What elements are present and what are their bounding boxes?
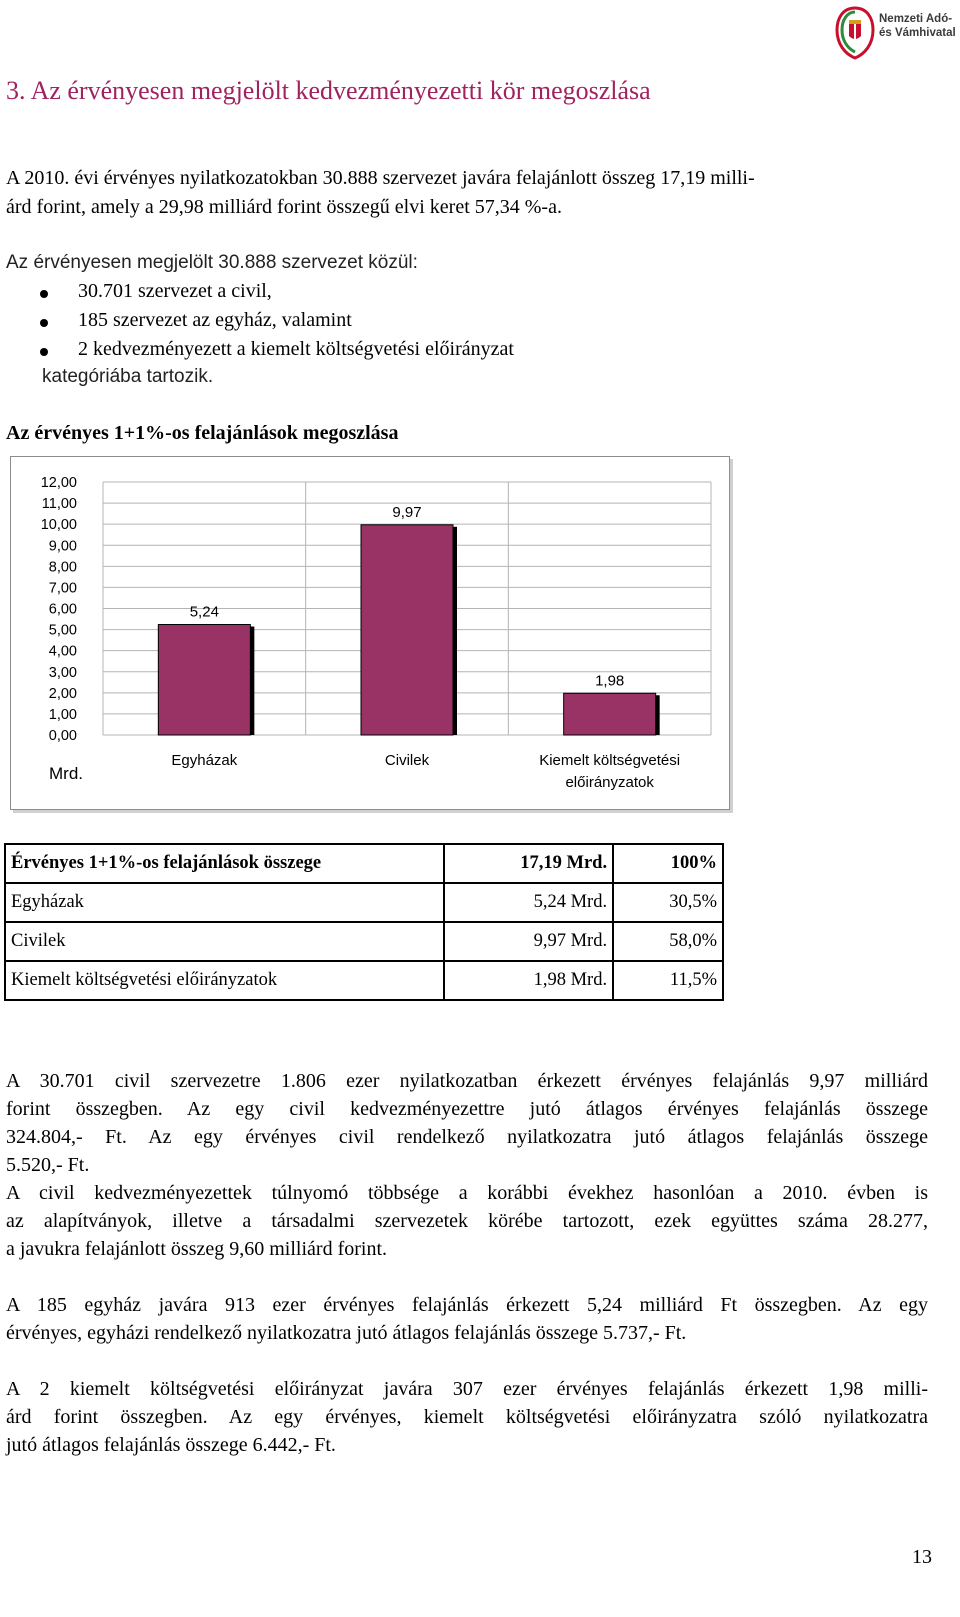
table-cell-label: Egyházak [5, 883, 444, 922]
y-tick-label: 9,00 [48, 538, 77, 555]
table-cell-share: 100% [613, 844, 723, 883]
civil-paragraph [6, 1067, 928, 1179]
logo-text [879, 12, 956, 40]
data-label: 5,24 [189, 603, 219, 621]
chart-canvas [11, 457, 729, 809]
table-row [5, 922, 723, 961]
table-cell-amount: 17,19 Mrd. [444, 844, 613, 883]
table-row [5, 844, 723, 883]
budget-paragraph [6, 1375, 928, 1459]
table-cell-amount: 9,97 Mrd. [444, 922, 613, 961]
table-cell-amount: 1,98 Mrd. [444, 961, 613, 1000]
bullet-icon [40, 319, 48, 327]
list-intro: Az érvényesen megjelölt 30.888 szervezet közül: [6, 252, 418, 273]
list-item-text: 30.701 szervezet a civil, [78, 280, 272, 302]
paragraph-line: forint összegben. Az egy civil kedvezményezettre jutó átlagos érvényes felajánlás összege [6, 1098, 928, 1120]
y-tick-label: 11,00 [41, 496, 77, 513]
paragraph-line: árd forint összegben. Az egy érvényes, kiemelt költségvetési előirányzatra szóló nyilatkozatra [6, 1406, 928, 1428]
intro-line: A 2010. évi érvényes nyilatkozatokban 30.888 szervezet javára felajánlott összeg 17,19 milli- [6, 167, 755, 189]
section-title: 3. Az érvényesen megjelölt kedvezményezetti kör megoszlása [6, 76, 651, 105]
intro-paragraph [6, 164, 956, 222]
y-tick-label: 6,00 [48, 601, 77, 618]
y-tick-label: 4,00 [48, 643, 77, 660]
y-tick-label: 12,00 [40, 475, 77, 491]
bullet-icon [40, 348, 48, 356]
y-unit-label: Mrd. [49, 764, 83, 783]
list-item-text: 185 szervezet az egyház, valamint [78, 309, 352, 331]
y-tick-label: 5,00 [48, 622, 77, 639]
church-paragraph [6, 1291, 928, 1347]
x-tick-label: előirányzatok [565, 774, 654, 791]
intro-line: árd forint, amely a 29,98 milliárd forint összegű elvi keret 57,34 %-a. [6, 196, 562, 218]
x-tick-label: Egyházak [171, 752, 238, 769]
paragraph-line: az alapítványok, illetve a társadalmi szervezetek körébe tartozott, ezek együttes száma 28.277, [6, 1210, 928, 1232]
paragraph-line: A 30.701 civil szervezetre 1.806 ezer nyilatkozatban érkezett érvényes felajánlás 9,97 milliárd [6, 1070, 928, 1092]
paragraph-line: A 2 kiemelt költségvetési előirányzat javára 307 ezer érvényes felajánlás érkezett 1,98 milli- [6, 1378, 928, 1400]
summary-table [4, 843, 724, 1001]
bullet-icon [40, 290, 48, 298]
table-cell-share: 30,5% [613, 883, 723, 922]
y-tick-label: 0,00 [48, 728, 77, 744]
list-tail: kategóriába tartozik. [42, 366, 214, 387]
y-tick-label: 7,00 [48, 580, 77, 597]
paragraph-line: 5.520,- Ft. [6, 1154, 90, 1176]
data-label: 9,97 [392, 503, 422, 521]
y-tick-label: 1,00 [48, 706, 77, 723]
bar-chart [10, 456, 730, 810]
y-tick-label: 2,00 [48, 685, 77, 702]
logo-line-1: Nemzeti Adó- [879, 13, 953, 25]
paragraph-line: a javukra felajánlott összeg 9,60 milliárd forint. [6, 1238, 387, 1260]
table-cell-amount: 5,24 Mrd. [444, 883, 613, 922]
chart-heading: Az érvényes 1+1%-os felajánlások megoszlása [6, 422, 399, 444]
bar [361, 525, 453, 735]
table-cell-label: Civilek [5, 922, 444, 961]
y-tick-label: 10,00 [40, 517, 77, 534]
table-row [5, 883, 723, 922]
logo-line-2: és Vámhivatal [879, 27, 956, 39]
data-label: 1,98 [595, 672, 625, 690]
paragraph-line: érvényes, egyházi rendelkező nyilatkozatra jutó átlagos felajánlás összege 5.737,- Ft. [6, 1322, 687, 1344]
table-cell-share: 58,0% [613, 922, 723, 961]
x-tick-label: Civilek [384, 752, 430, 769]
x-tick-label: Kiemelt költségvetési [539, 752, 681, 769]
paragraph-line: jutó átlagos felajánlás összege 6.442,- Ft. [6, 1434, 336, 1456]
paragraph-line: A civil kedvezményezettek túlnyomó többsége a korábbi évekhez hasonlóan a 2010. évben is [6, 1182, 928, 1204]
page-number: 13 [912, 1546, 932, 1568]
table-cell-share: 11,5% [613, 961, 723, 1000]
nav-logo [833, 2, 955, 62]
bar [564, 693, 656, 735]
y-tick-label: 3,00 [48, 664, 77, 681]
paragraph-line: 324.804,- Ft. Az egy érvényes civil rendelkező nyilatkozatra jutó átlagos felajánlás összege [6, 1126, 928, 1148]
bar [158, 625, 250, 735]
civil-organisations-paragraph [6, 1179, 928, 1263]
list-item-text: 2 kedvezményezett a kiemelt költségvetési előirányzat [78, 338, 514, 360]
y-tick-label: 8,00 [48, 559, 77, 576]
table-cell-label: Érvényes 1+1%-os felajánlások összege [5, 844, 444, 883]
coat-of-arms-icon [833, 2, 877, 62]
table-row [5, 961, 723, 1000]
table-cell-label: Kiemelt költségvetési előirányzatok [5, 961, 444, 1000]
paragraph-line: A 185 egyház javára 913 ezer érvényes felajánlás érkezett 5,24 milliárd Ft összegben. Az egy [6, 1294, 928, 1316]
